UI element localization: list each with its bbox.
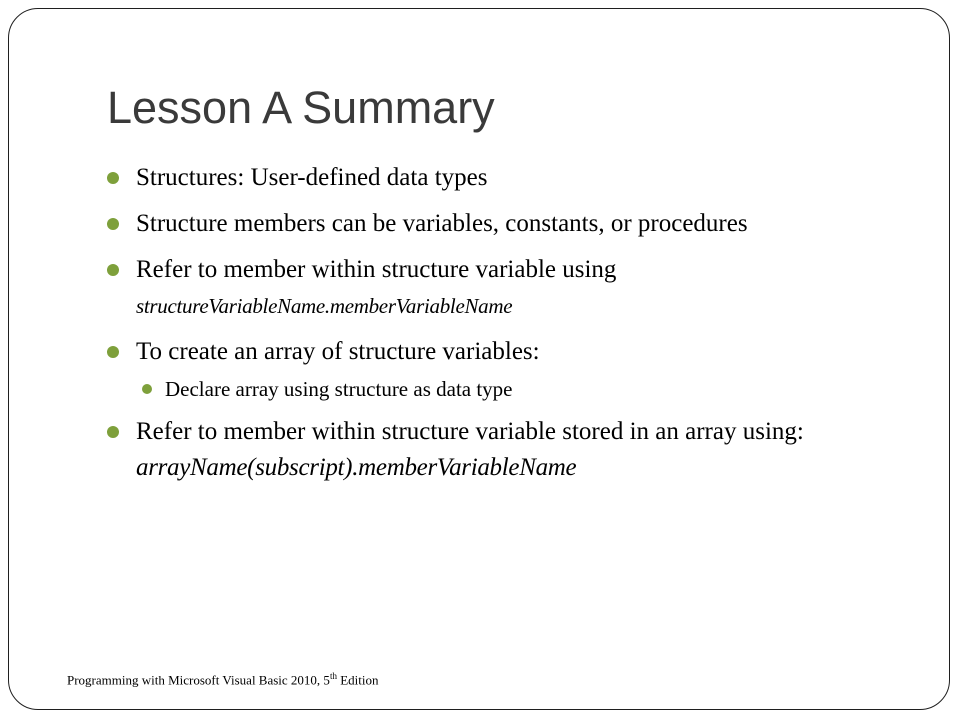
bullet-dot-icon [107, 426, 119, 438]
bullet-list [103, 160, 903, 496]
bullet-text: To create an array of structure variables: [136, 338, 540, 365]
bullet-code: arrayName(subscript).memberVariableName [136, 454, 577, 481]
bullet-members [103, 206, 903, 242]
sub-bullet-dot-icon [142, 384, 152, 394]
bullet-code: structureVariableName.memberVariableName [136, 294, 513, 318]
bullet-text: Structure members can be variables, constants, or procedures [136, 210, 748, 237]
bullet-dot-icon [107, 264, 119, 276]
bullet-refer-array [103, 414, 903, 486]
footer-suffix: Edition [336, 672, 379, 688]
footer-text: Programming with Microsoft Visual Basic 2010, 5 [67, 672, 330, 688]
bullet-structures [103, 160, 903, 196]
sub-bullet-text: Declare array using structure as data type [165, 377, 513, 401]
sub-bullet-declare [136, 374, 903, 404]
slide-title: Lesson A Summary [107, 82, 495, 133]
slide-footer [67, 671, 378, 688]
bullet-dot-icon [107, 218, 119, 230]
bullet-text: Refer to member within structure variable using [136, 256, 617, 283]
bullet-dot-icon [107, 346, 119, 358]
bullet-text: Structures: User-defined data types [136, 164, 488, 191]
footer-superscript: th [329, 671, 337, 681]
bullet-array [103, 334, 903, 404]
bullet-dot-icon [107, 172, 119, 184]
bullet-text: Refer to member within structure variable stored in an array using: [136, 418, 804, 445]
bullet-refer-member [103, 252, 903, 324]
